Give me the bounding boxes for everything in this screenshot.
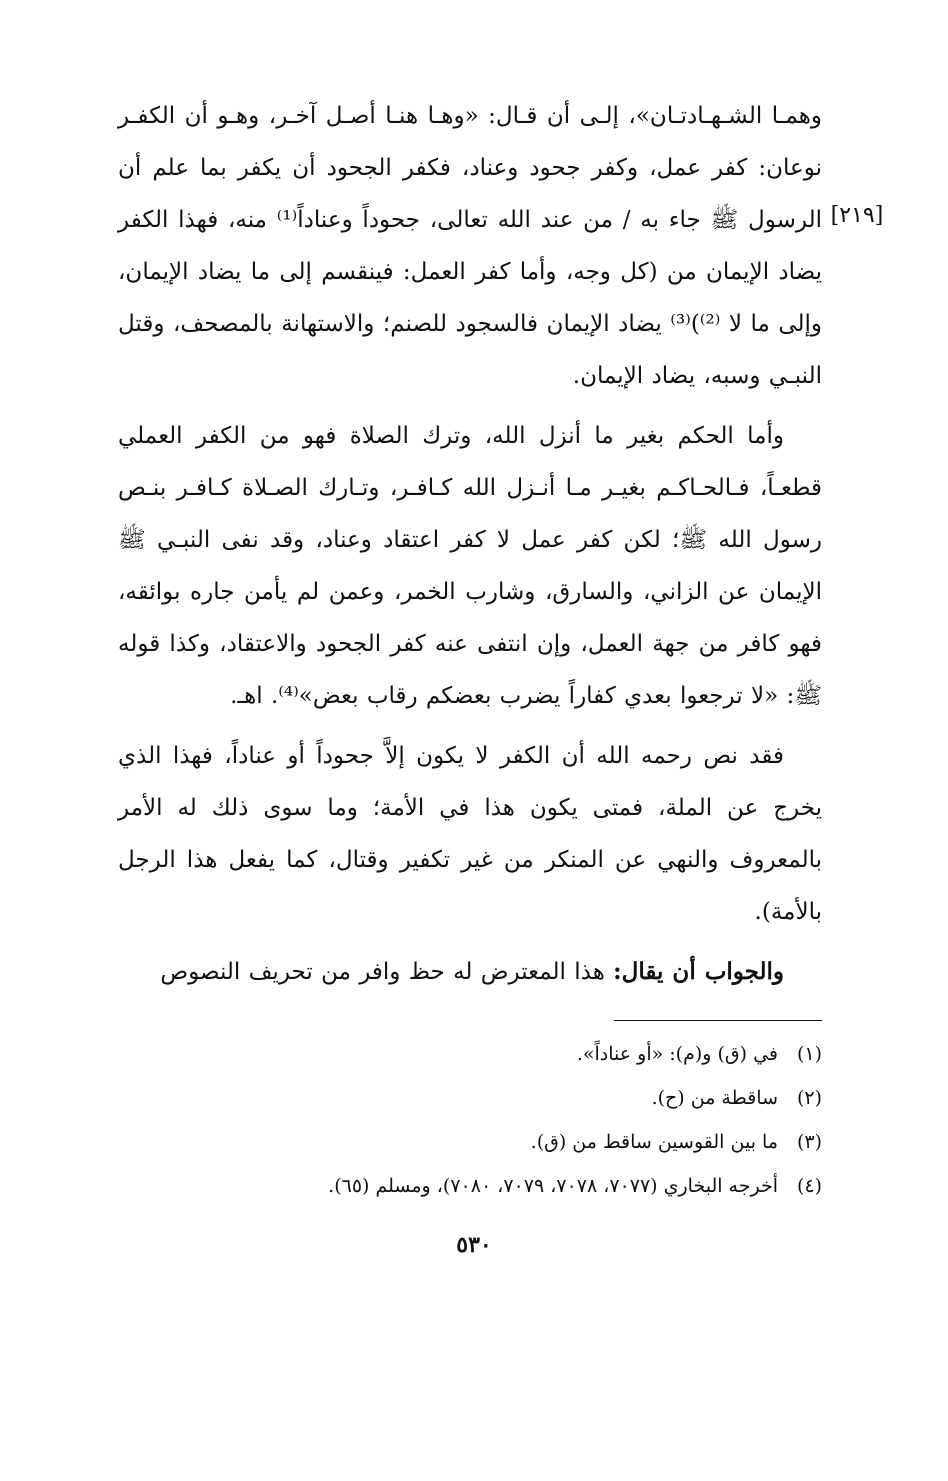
footnote-separator bbox=[614, 1020, 822, 1021]
margin-page-reference: [٢١٩] bbox=[830, 203, 884, 228]
footnote-1 bbox=[118, 1032, 822, 1076]
footnote-text: ساقطة من (ح). bbox=[651, 1087, 778, 1109]
footnote-number: (٣) bbox=[796, 1131, 822, 1153]
paragraph-4 bbox=[118, 946, 822, 998]
paragraph-4-text: هذا المعترض له حظ وافر من تحريف النصوص bbox=[160, 959, 605, 985]
paragraph-4-lead: والجواب أن يقال: bbox=[613, 958, 784, 985]
footnote-2 bbox=[118, 1076, 822, 1120]
paragraph-3: فقد نص رحمه الله أن الكفر لا يكون إلاَّ جحوداً أو عناداً، فهذا الذي يخرج عن الملة، فمتى يكون هذا في الأمة؛ وما سوى ذلك له الأمر بالمعروف والنهي عن المنكر من غير تكفير وقتال، كما يفعل هذا الرجل بالأمة). bbox=[118, 743, 822, 925]
footnote-text: ما بين القوسين ساقط من (ق). bbox=[530, 1131, 778, 1153]
footnote-4 bbox=[118, 1164, 822, 1208]
paragraph-1: وهمـا الشـهـادتـان»، إلـى أن قـال: «وهـا هنـا أصـل آخـر، وهـو أن الكفـر نوعان: كفر عمل، وكفر جحود وعناد، فكفر الجحود أن يكفر بما علم أن الرسول ﷺ جاء به / من عند الله تعالى، جحوداً وعناداً⁽¹⁾ منه، فهذا الكفر يضاد الإيمان من (كل وجه، وأما كفر العمل: فينقسم إلى ما يضاد الإيمان، وإلى ما لا ⁽²⁾)⁽³⁾ يضاد الإيمان فالسجود للصنم؛ والاستهانة بالمصحف، وقتل النبـي وسبه، يضاد الإيمان. bbox=[118, 103, 822, 389]
page-number: ٥٣٠ bbox=[456, 1232, 492, 1258]
footnote-number: (١) bbox=[796, 1043, 822, 1065]
footnote-text: أخرجه البخاري (٧٠٧٧، ٧٠٧٨، ٧٠٧٩، ٧٠٨٠)، ومسلم (٦٥). bbox=[328, 1175, 778, 1197]
footnote-3 bbox=[118, 1120, 822, 1164]
footnote-number: (٢) bbox=[796, 1087, 822, 1109]
main-text bbox=[118, 90, 822, 998]
paragraph-2: وأما الحكم بغير ما أنزل الله، وترك الصلاة فهو من الكفر العملي قطعـاً، فـالحـاكـم بغيـر مـا أنـزل الله كـافـر، وتـارك الصـلاة كـافـر بنـص رسول الله ﷺ؛ لكن كفر عمل لا كفر اعتقاد وعناد، وقد نفى النبـي ﷺ الإيمان عن الزاني، والسارق، وشارب الخمر، وعمن لم يأمن جاره بوائقه، فهو كافر من جهة العمل، وإن انتفى عنه كفر الجحود والاعتقاد، وكذا قوله ﷺ: «لا ترجعوا بعدي كفاراً يضرب بعضكم رقاب بعض»⁽⁴⁾. اهـ. bbox=[118, 423, 822, 709]
footnote-text: في (ق) و(م): «أو عناداً». bbox=[576, 1043, 778, 1065]
footnote-number: (٤) bbox=[796, 1175, 822, 1197]
footnotes-list bbox=[118, 1032, 822, 1208]
